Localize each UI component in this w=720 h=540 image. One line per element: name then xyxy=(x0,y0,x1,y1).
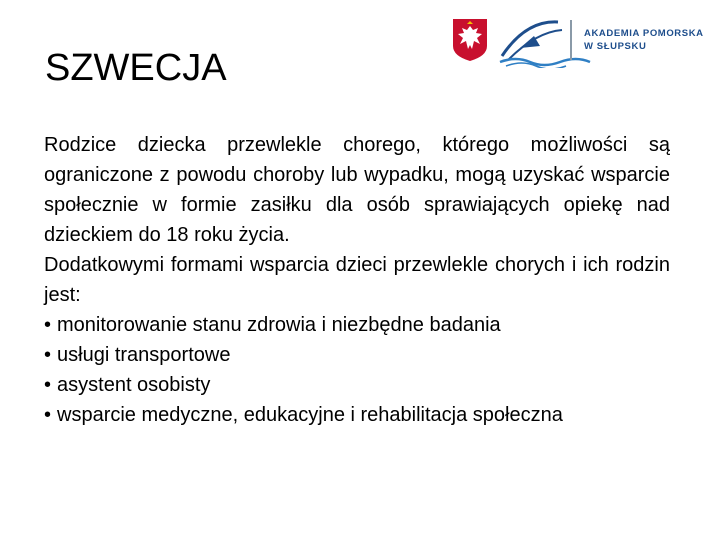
bullet-icon: • xyxy=(44,344,52,366)
paragraph-forms: Dodatkowymi formami wsparcia dzieci przewlekle chorych i ich rodzin jest: xyxy=(44,254,670,306)
slide-title: SZWECJA xyxy=(45,47,227,89)
list-item-text: usługi transportowe xyxy=(57,344,231,366)
list-item xyxy=(44,310,670,340)
slide-body xyxy=(44,130,670,430)
list-item xyxy=(44,340,670,370)
header-logos xyxy=(452,16,712,68)
support-forms-list xyxy=(44,310,670,430)
paragraph-intro: Rodzice dziecka przewlekle chorego, którego możliwości są ograniczone z powodu choroby lub wypadku, mogą uzyskać wsparcie społecznie w formie zasiłku dla osób sprawiających opiekę nad dzieckiem do 18 roku życia. xyxy=(44,134,670,246)
academy-name-line2: W SŁUPSKU xyxy=(584,41,647,52)
bullet-icon: • xyxy=(44,314,52,336)
academy-name-line1: AKADEMIA POMORSKA xyxy=(584,28,704,39)
bullet-icon: • xyxy=(44,374,52,396)
list-item xyxy=(44,400,670,430)
bullet-icon: • xyxy=(44,404,52,426)
list-item xyxy=(44,370,670,400)
academy-logo-text xyxy=(584,27,704,53)
list-item-text: wsparcie medyczne, edukacyjne i rehabilitacja społeczna xyxy=(57,404,563,426)
list-item-text: monitorowanie stanu zdrowia i niezbędne badania xyxy=(57,314,501,336)
polish-eagle-emblem-icon xyxy=(452,18,488,62)
list-item-text: asystent osobisty xyxy=(57,374,211,396)
logo-divider xyxy=(570,20,572,60)
